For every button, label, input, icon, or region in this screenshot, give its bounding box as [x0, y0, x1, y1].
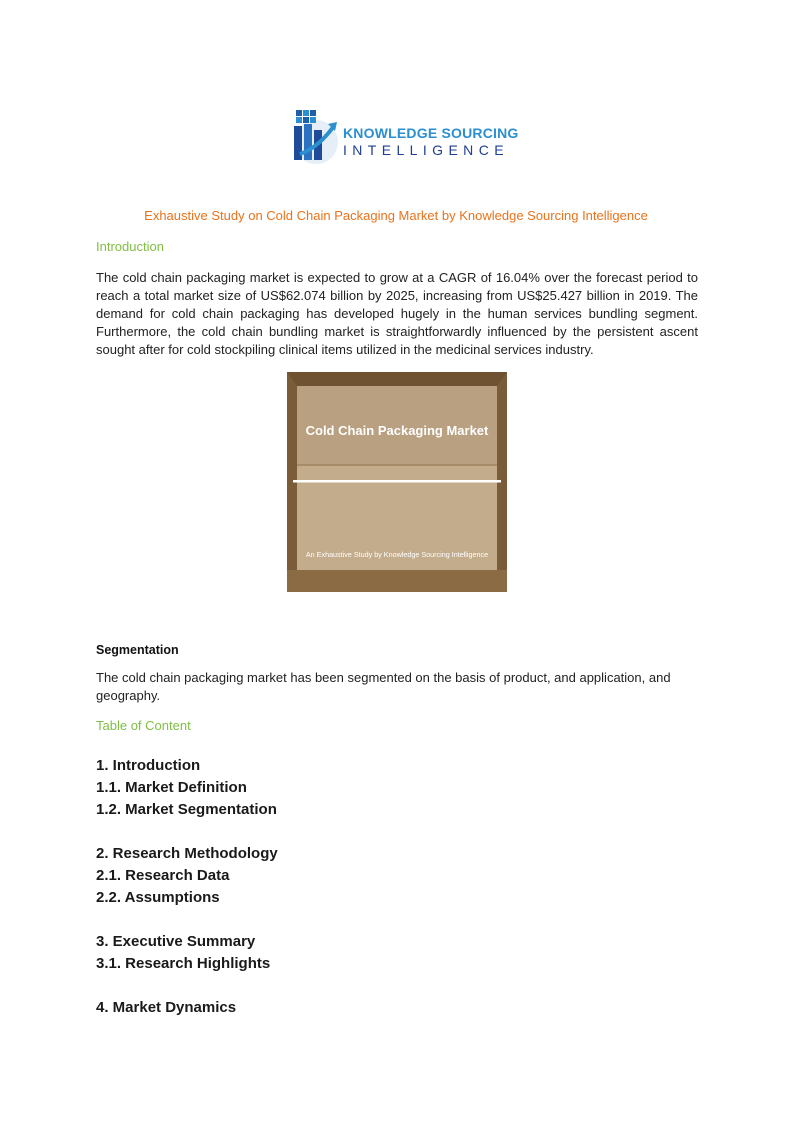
toc-heading: Table of Content [96, 718, 191, 733]
logo-text-secondary: INTELLIGENCE [343, 142, 509, 158]
cover-image [287, 372, 507, 592]
company-logo [290, 104, 519, 166]
segmentation-heading: Segmentation [96, 643, 179, 657]
cover-title: Cold Chain Packaging Market [305, 423, 489, 438]
cover-subtitle: An Exhaustive Study by Knowledge Sourcing Intelligence [305, 550, 489, 559]
toc-item: 1.2. Market Segmentation [96, 801, 277, 818]
table-of-contents [96, 755, 278, 1019]
toc-item: 1.1. Market Definition [96, 779, 247, 796]
toc-item: 2.1. Research Data [96, 867, 230, 884]
toc-item: 3. Executive Summary [96, 933, 256, 950]
cardboard-box-illustration [287, 372, 507, 592]
toc-item: 1. Introduction [96, 757, 201, 774]
toc-item: 3.1. Research Highlights [96, 955, 271, 972]
introduction-body: The cold chain packaging market is expected to grow at a CAGR of 16.04% over the forecast period to reach a total market size of US$62.074 billion by 2025, increasing from US$25.427 billion in 2019. The demand for cold chain packaging has developed hugely in the human services bundling segment. Furthermore, the cold chain bundling market is straightforwardly influenced by the persistent ascent sought after for cold stockpiling clinical items utilized in the medicinal services industry. [96, 270, 698, 357]
document-title: Exhaustive Study on Cold Chain Packaging Market by Knowledge Sourcing Intelligence [144, 208, 648, 223]
logo-emblem-icon [290, 104, 342, 166]
logo-text-primary: KNOWLEDGE SOURCING [343, 125, 519, 141]
toc-item: 4. Market Dynamics [96, 999, 237, 1016]
toc-item: 2. Research Methodology [96, 845, 278, 862]
segmentation-body: The cold chain packaging market has been segmented on the basis of product, and application, and geography. [96, 670, 671, 703]
introduction-heading: Introduction [96, 239, 164, 254]
toc-item: 2.2. Assumptions [96, 889, 220, 906]
